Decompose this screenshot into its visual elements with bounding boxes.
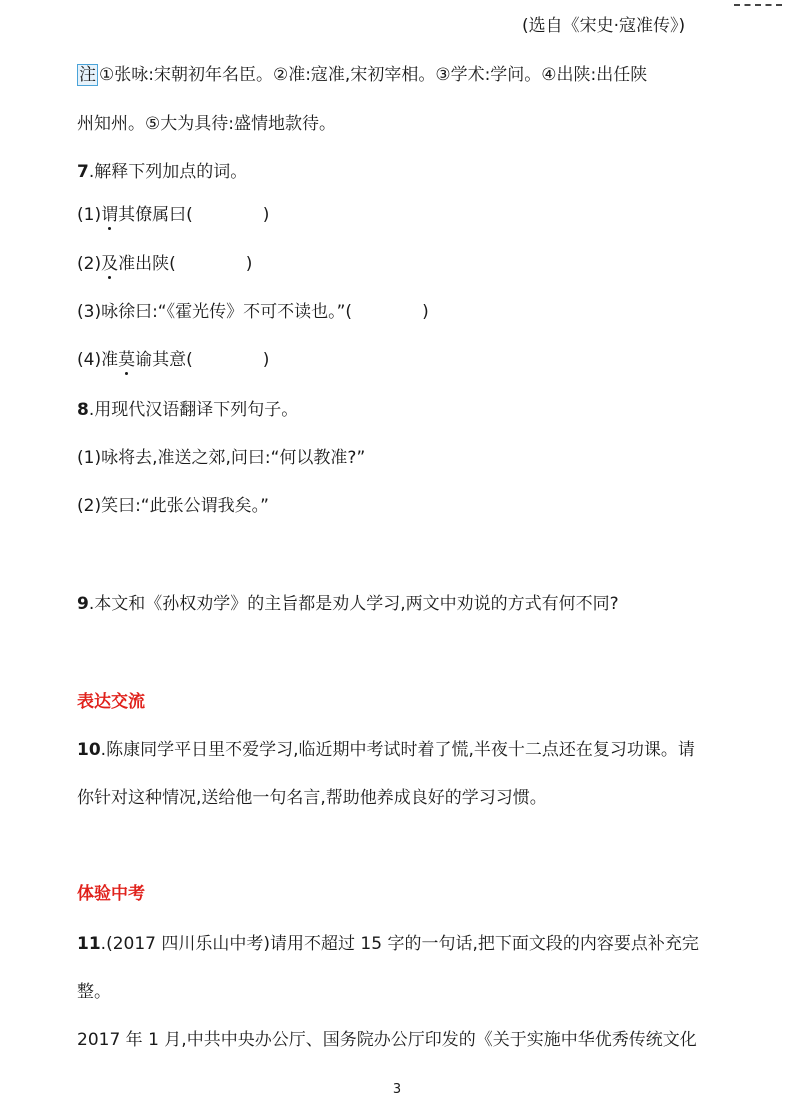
question-8 xyxy=(77,398,298,422)
question-text: .解释下列加点的词。 xyxy=(88,162,248,182)
q8-item-2: (2)笑曰:“此张公谓我矣。” xyxy=(77,496,269,516)
dotted-word: 及 xyxy=(101,254,119,274)
note-line-1 xyxy=(77,63,647,87)
item-text: 准出陕( xyxy=(118,254,176,274)
dotted-word: 谓 xyxy=(101,205,119,225)
page-number: 3 xyxy=(392,1082,402,1097)
question-number: 10 xyxy=(77,740,101,760)
corner-mark xyxy=(734,0,782,6)
section-heading-exam: 体验中考 xyxy=(77,884,145,904)
q11-line-2: 整。 xyxy=(77,982,111,1002)
question-number: 11 xyxy=(77,934,101,954)
note-line-2: 州知州。⑤大为具待:盛情地款待。 xyxy=(77,114,336,134)
close-paren: ) xyxy=(262,205,270,225)
question-number: 9 xyxy=(77,594,89,614)
item-text: (3)咏徐曰:“《霍光传》不可不读也。”( xyxy=(77,302,353,322)
question-text: .陈康同学平日里不爱学习,临近期中考试时着了慌,半夜十二点还在复习功课。请 xyxy=(100,740,695,760)
question-10 xyxy=(77,738,695,762)
close-paren: ) xyxy=(422,302,429,322)
question-text: .本文和《孙权劝学》的主旨都是劝人学习,两文中劝说的方式有何不同? xyxy=(88,594,619,614)
item-prefix: (2) xyxy=(77,254,102,274)
item-text: 其僚属曰( xyxy=(118,205,193,225)
q7-item-3 xyxy=(77,300,429,324)
question-11 xyxy=(77,932,699,956)
q7-item-1 xyxy=(77,203,269,227)
note-label: 注 xyxy=(79,65,96,85)
q8-item-1: (1)咏将去,准送之郊,问曰:“何以教准?” xyxy=(77,448,366,468)
q10-line-2: 你针对这种情况,送给他一句名言,帮助他养成良好的学习习惯。 xyxy=(77,788,547,808)
q11-line-3: 2017 年 1 月,中共中央办公厅、国务院办公厅印发的《关于实施中华优秀传统文化 xyxy=(77,1030,697,1050)
item-prefix: (1) xyxy=(77,205,102,225)
close-paren: ) xyxy=(262,350,270,370)
close-paren: ) xyxy=(245,254,253,274)
question-text: .用现代汉语翻译下列句子。 xyxy=(88,400,299,420)
section-heading-expression: 表达交流 xyxy=(77,692,145,712)
question-9 xyxy=(77,592,619,616)
q7-item-4 xyxy=(77,348,269,372)
question-7 xyxy=(77,160,247,184)
dotted-word: 莫 xyxy=(118,350,136,370)
source-citation: (选自《宋史·寇准传》) xyxy=(522,16,686,36)
question-number: 7 xyxy=(77,162,89,182)
q7-item-2 xyxy=(77,252,252,276)
note-text-1: ①张咏:宋朝初年名臣。②准:寇准,宋初宰相。③学术:学问。④出陕:出任陕 xyxy=(99,65,648,85)
question-text: .(2017 四川乐山中考)请用不超过 15 字的一句话,把下面文段的内容要点补充完 xyxy=(100,934,699,954)
item-text: 谕其意( xyxy=(135,350,193,370)
item-prefix: (4)准 xyxy=(77,350,119,370)
question-number: 8 xyxy=(77,400,89,420)
